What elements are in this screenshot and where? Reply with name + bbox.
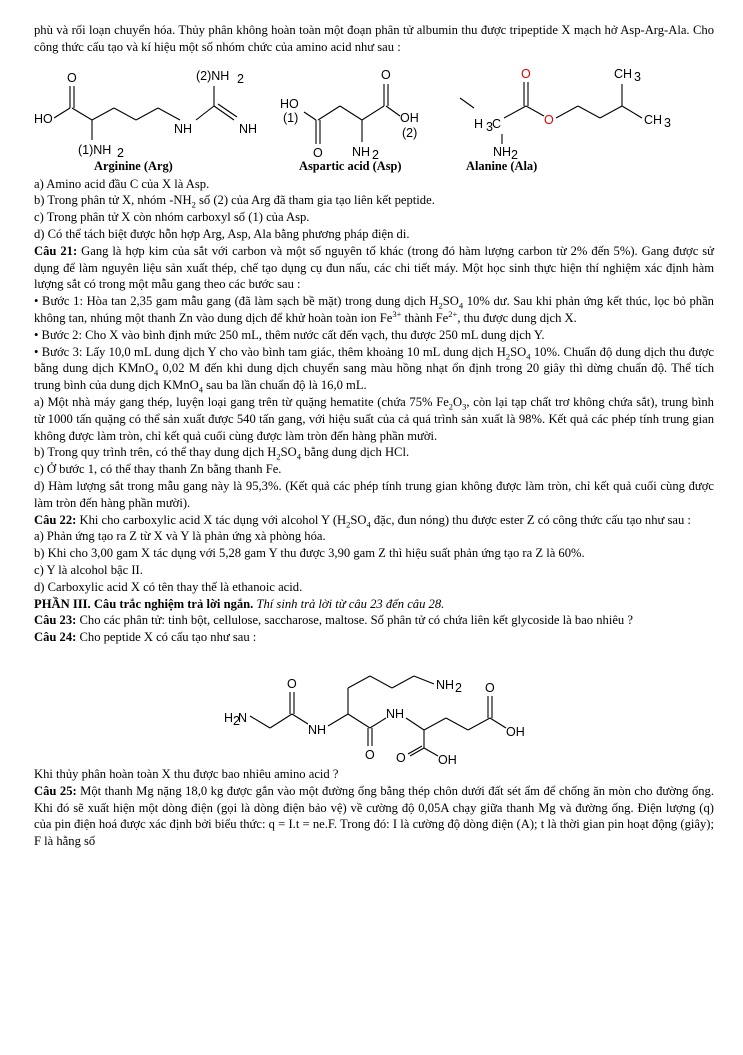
arg-nh2-2-sub: 2 xyxy=(237,71,244,86)
ala-c-label: C xyxy=(492,116,502,131)
pep-o3-label: O xyxy=(396,750,406,765)
ala-ch3b-label: CH xyxy=(644,112,663,127)
pep-n-label: N xyxy=(238,710,248,725)
q22-option-c: c) Y là alcohol bậc II. xyxy=(34,562,143,577)
ala-ch3a-sub: 3 xyxy=(634,69,641,84)
asp-o-top-label: O xyxy=(381,67,391,82)
ala-h3c-sub: 3 xyxy=(486,119,493,134)
q20-option-c: c) Trong phân tử X còn nhóm carboxyl số (1) của Asp. xyxy=(34,210,310,225)
asp-nh2-sub: 2 xyxy=(372,147,379,162)
q20-option-a: a) Amino acid đầu C của X là Asp. xyxy=(34,176,210,191)
ala-ch3a-label: CH xyxy=(614,66,633,81)
pep-h2n-label: H xyxy=(224,710,234,725)
q22-option-b: b) Khi cho 3,00 gam X tác dụng với 5,28 gam Y thu được 3,90 gam Z thì hiệu suất phản ứng tạo ra Z là 60%. xyxy=(34,546,585,561)
asp-ho-label: HO xyxy=(280,96,299,111)
q24-stem: Câu 24: Cho peptide X có cấu tạo như sau : xyxy=(34,630,257,645)
pep-nh3-label: NH xyxy=(386,706,405,721)
arg-nh-label: NH xyxy=(174,121,193,136)
q25-stem: Câu 25: Một thanh Mg nặng 18,0 kg được gắn vào một đường ống bằng thép chôn dưới đất sét ẩm để chống ăn mòn cho đường ống. Khi đó sẽ xuất hiện một dòng điện (gọi là dòng điện bảo vệ) về cường độ 0,05A chạy giữa thanh Mg và đường ống. Điện lượng (q) của pin điện hoá được xác định bởi biểu thức: q = I.t = ne.F. Trong đó: I là cường độ dòng điện (A); t là thời gian pin hoạt động (giây); F là hằng số xyxy=(34,783,714,849)
asp-tag1-label: (1) xyxy=(283,110,299,125)
q20-option-d: d) Có thể tách biệt được hỗn hợp Arg, Asp, Ala bằng phương pháp điện di. xyxy=(34,226,410,241)
alanine-caption: Alanine (Ala) xyxy=(466,158,538,173)
q24-question: Khi thủy phân hoàn toàn X thu được bao nhiêu amino acid ? xyxy=(34,766,339,781)
ala-o2-label: O xyxy=(544,112,554,127)
arginine-structure xyxy=(34,69,257,160)
q20-option-b: b) Trong phân tử X, nhóm $-NH_2$ số (2) của Arg đã tham gia tạo liên kết peptide. xyxy=(34,193,435,210)
pep-o1-label: O xyxy=(287,676,297,691)
q23-stem: Câu 23: Cho các phân tử: tinh bột, cellulose, saccharose, maltose. Số phân tử có chứa liên kết glycoside là bao nhiêu ? xyxy=(34,613,633,628)
pep-o2-label: O xyxy=(365,747,375,762)
pep-h2n-sub: 2 xyxy=(233,713,240,728)
ala-o-label: O xyxy=(521,66,531,81)
asp-nh2-label: NH xyxy=(352,144,371,159)
document-page xyxy=(34,22,714,850)
arg-nh-end-label: NH xyxy=(239,121,258,136)
q21-stem: Câu 21: Gang là hợp kim của sắt với carbon và một số nguyên tố khác (trong đó hàm lượng carbon từ 2% đến 5%). Gang được sử dụng để làm nguyên liệu sản xuất thép, chế tạo dụng cụ đun nấu, các chi tiết máy. Một học sinh thực hiện thí nghiệm xác định hàm lượng sắt có trong một mẫu gang theo các bước sau : xyxy=(34,243,714,292)
arg-o-label: O xyxy=(67,70,77,85)
ala-ch3b-sub: 3 xyxy=(664,115,671,130)
ala-h3c-label: H xyxy=(474,116,484,131)
asp-tag2-label: (2) xyxy=(402,125,418,140)
pep-nh2top-label: NH xyxy=(436,677,455,692)
arg-ho-label: HO xyxy=(34,111,53,126)
alanine-structure xyxy=(460,67,671,162)
peptide-structure-drawing xyxy=(224,648,544,766)
aspartic-caption: Aspartic acid (Asp) xyxy=(299,158,402,173)
arg-nh2-1-label: (1)NH xyxy=(78,142,112,157)
ala-nh2-label: NH xyxy=(493,144,512,159)
q21-option-b: b) Trong quy trình trên, có thể thay dung dịch $H_2SO_4$ bằng dung dịch HCl. xyxy=(34,445,410,462)
q21-option-d: d) Hàm lượng sắt trong mẫu gang này là 95,3%. (Kết quả các phép tính trung gian không được làm tròn, chỉ kết quả cuối cùng được làm tròn đến hàng phần mười). xyxy=(34,478,714,510)
q21-step1: • Bước 1: Hòa tan 2,35 gam mẫu gang (đã làm sạch bề mặt) trong dung dịch $H_2SO_4$ 10% dư. Sau khi phản ứng kết thúc, lọc bỏ phần không tan, nhúng một thanh Zn vào dung dịch để khử hoàn toàn ion $Fe^{3+}$ thành $Fe^{2+}$, thu được dung dịch X. xyxy=(34,294,714,325)
peptide-structure xyxy=(34,648,714,766)
amino-acid-structures xyxy=(34,58,714,176)
q22-stem: Câu 22: Khi cho carboxylic acid X tác dụng với alcohol Y ($H_2SO_4$ đặc, đun nóng) thu được ester Z có công thức cấu tạo như sau : xyxy=(34,512,691,530)
arg-nh2-2-label: (2)NH xyxy=(196,68,230,83)
aspartic-acid-structure xyxy=(280,68,419,162)
pep-o4-label: O xyxy=(485,680,495,695)
intro-paragraph: phù và rối loạn chuyển hóa. Thủy phân không hoàn toàn một đoạn phân tử albumin thu được tripeptide X mạch hở Asp-Arg-Ala. Cho công thức cấu tạo và kí hiệu một số nhóm chức của amino acid như sau : xyxy=(34,23,714,54)
q21-step3: • Bước 3: Lấy 10,0 mL dung dịch Y cho vào bình tam giác, thêm khoảng 10 mL dung dịch $H_2SO_4$ 10%. Chuẩn độ dung dịch thu được bằng dung dịch KMnO$_4$ 0,02 M đến khi dung dịch chuyển sang màu hồng nhạt ổn định trong 20 giây thì dừng chuẩn độ. Thể tích trung bình của dung dịch KMnO$_4$ sau ba lần chuẩn độ là 16,0 mL. xyxy=(34,344,715,395)
ala-nh2-sub: 2 xyxy=(511,147,518,162)
arginine-caption: Arginine (Arg) xyxy=(94,158,173,173)
arg-nh2-1-sub: 2 xyxy=(117,145,124,160)
pep-oh2-label: OH xyxy=(438,752,457,766)
pep-nh2top-sub: 2 xyxy=(455,680,462,695)
part3-heading: PHẦN III. Câu trắc nghiệm trả lời ngắn. Thí sinh trả lời từ câu 23 đến câu 28. xyxy=(34,596,445,611)
q21-step2: • Bước 2: Cho X vào bình định mức 250 mL, thêm nước cất đến vạch, thu được 250 mL dung dịch Y. xyxy=(34,327,545,342)
asp-o-bot-label: O xyxy=(313,145,323,160)
pep-nh1-label: NH xyxy=(308,722,327,737)
q21-option-c: c) Ở bước 1, có thể thay thanh Zn bằng thanh Fe. xyxy=(34,462,282,477)
asp-oh-label: OH xyxy=(400,110,419,125)
q22-option-a: a) Phản ứng tạo ra Z từ X và Y là phản ứng xà phòng hóa. xyxy=(34,529,326,544)
q22-option-d: d) Carboxylic acid X có tên thay thế là ethanoic acid. xyxy=(34,579,303,594)
q21-option-a: a) Một nhà máy gang thép, luyện loại gang trên từ quặng hematite (chứa 75% $Fe_2O_3$, còn lại tạp chất trơ không chứa sắt), trung bình từ 1000 tấn quặng có thể sản xuất được 540 tấn gang, với hiệu suất của cả quá trình sản xuất là 98%. Kết quả các phép tính trung gian không được làm tròn, chỉ kết quả cuối cùng được làm tròn đến hàng phần mười. xyxy=(34,394,714,443)
pep-oh1-label: OH xyxy=(506,724,525,739)
